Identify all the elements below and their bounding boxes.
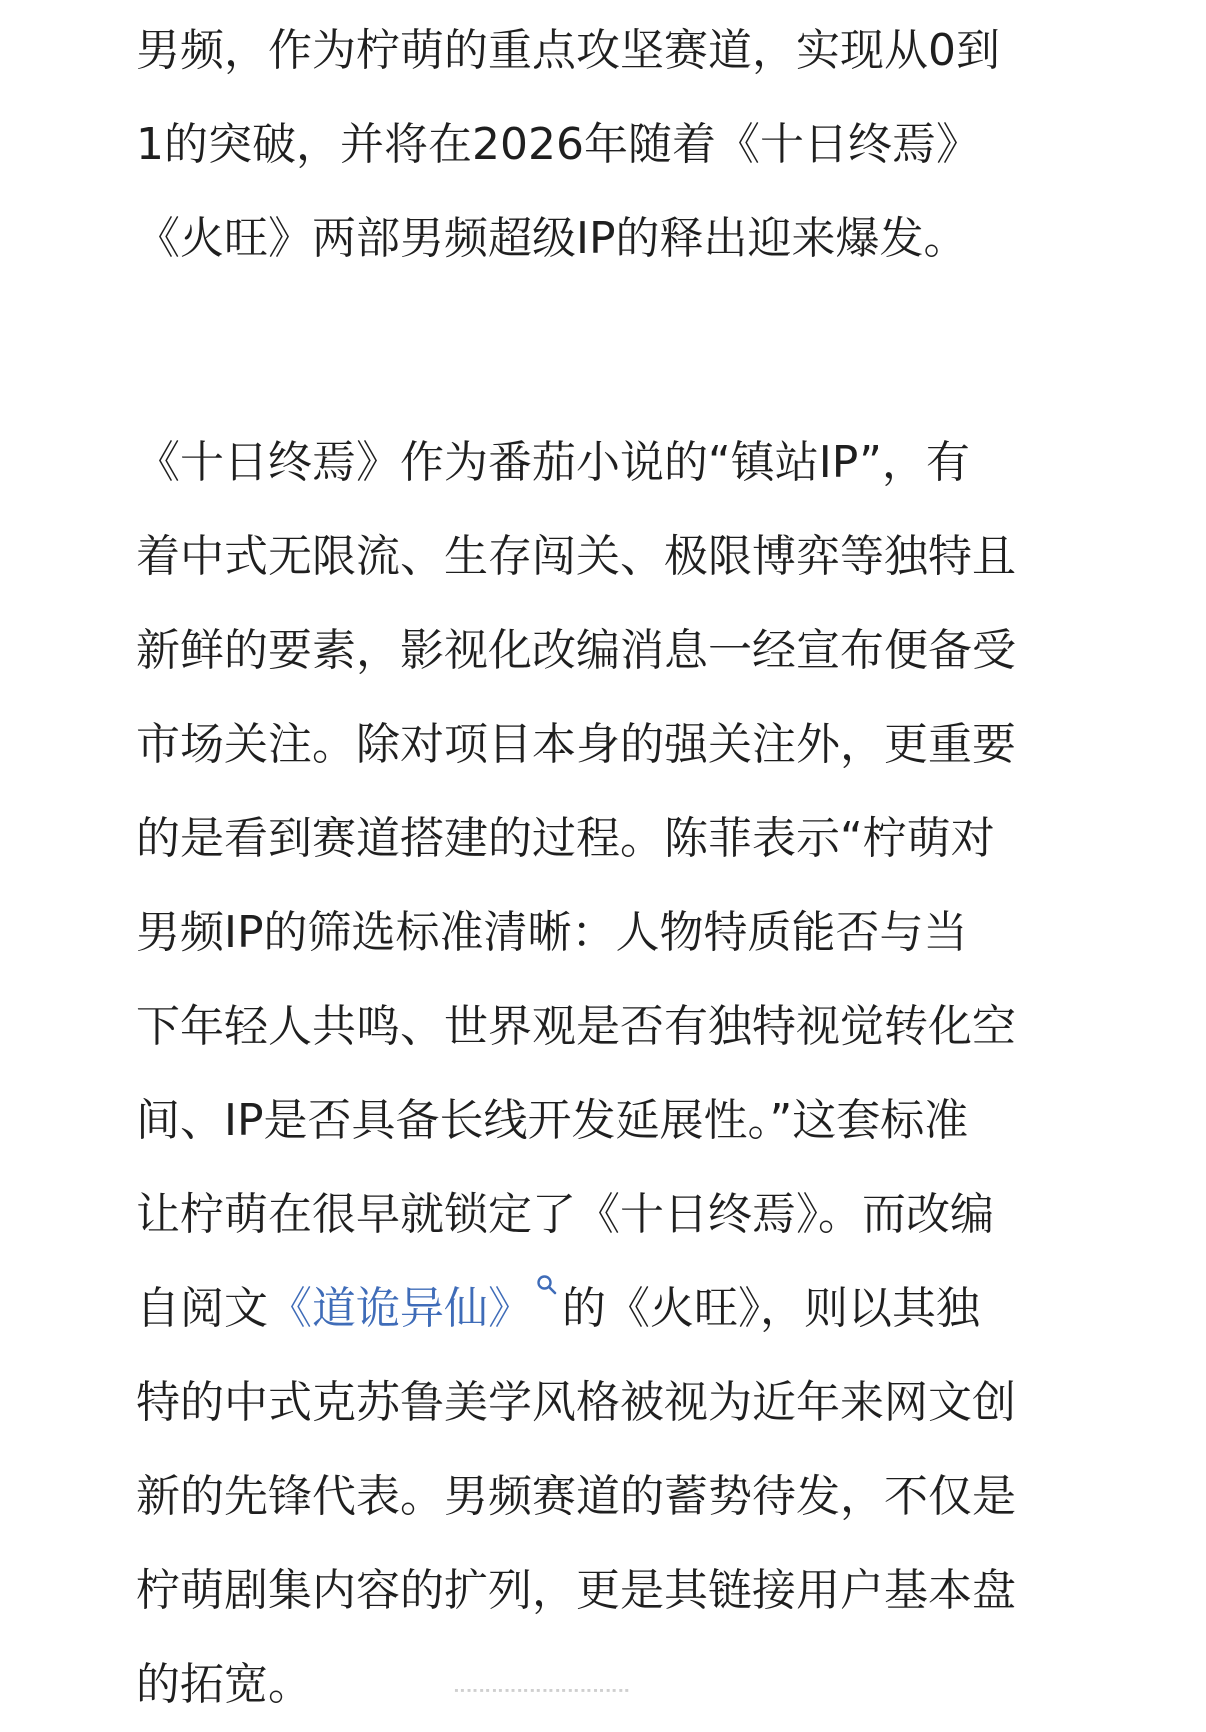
search-icon[interactable] (532, 1262, 562, 1306)
text-line: 新鲜的要素，影视化改编消息一经宣布便备受 (136, 625, 1016, 676)
paragraph-1 (136, 4, 1076, 286)
text-line: 的是看到赛道搭建的过程。陈菲表示“柠萌对 (136, 813, 995, 864)
text-line-with-link (136, 1262, 1076, 1356)
book-link-daoguiyixian[interactable]: 《道诡异仙》 (268, 1283, 532, 1334)
text-line: 男频IP的筛选标准清晰：人物特质能否与当 (136, 907, 968, 958)
text-line: 让柠萌在很早就锁定了《十日终焉》。而改编 (136, 1189, 994, 1240)
paragraph-gap (136, 286, 1076, 416)
watermark: ⠒⠒⠒⠒⠒⠒⠒⠒⠒⠒⠒⠒⠒⠒ (452, 1680, 630, 1704)
paragraph-2 (136, 416, 1076, 1732)
text-line: 1的突破，并将在2026年随着《十日终焉》 (136, 119, 980, 170)
text-line: 下年轻人共鸣、世界观是否有独特视觉转化空 (136, 1001, 1016, 1052)
text-line: 《火旺》两部男频超级IP的释出迎来爆发。 (136, 213, 968, 264)
article-body (136, 0, 1076, 1732)
link-suffix-text: 的《火旺》，则以其独 (562, 1283, 980, 1334)
text-line: 着中式无限流、生存闯关、极限博弈等独特且 (136, 531, 1016, 582)
text-line: 间、IP是否具备长线开发延展性。”这套标准 (136, 1095, 969, 1146)
text-line: 特的中式克苏鲁美学风格被视为近年来网文创 (136, 1377, 1016, 1428)
text-line: 的拓宽。 (136, 1659, 312, 1710)
text-line: 新的先锋代表。男频赛道的蓄势待发，不仅是 (136, 1471, 1016, 1522)
text-line: 柠萌剧集内容的扩列，更是其链接用户基本盘 (136, 1565, 1016, 1616)
link-prefix-text: 自阅文 (136, 1283, 268, 1334)
text-line: 市场关注。除对项目本身的强关注外，更重要 (136, 719, 1016, 770)
text-line: 男频，作为柠萌的重点攻坚赛道，实现从0到 (136, 25, 1000, 76)
text-line: 《十日终焉》作为番茄小说的“镇站IP”，有 (136, 437, 970, 488)
